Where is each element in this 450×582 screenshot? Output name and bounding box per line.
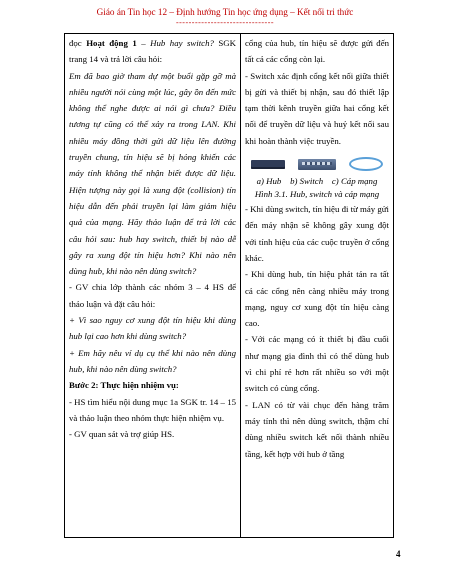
figure-label-switch: b) Switch [290, 176, 324, 187]
answer-p1: cổng của hub, tín hiệu sẽ được gửi đến tất cả các cổng còn lại. [245, 38, 389, 65]
header-divider: ------------------------------- [175, 18, 275, 27]
student-task: - HS tìm hiểu nội dung mục 1a SGK tr. 14 – 15 và thảo luận theo nhóm thực hiện nhiệm vụ. [69, 396, 236, 423]
question-2: + Em hãy nêu ví dụ cụ thể khi nào nên dùng hub, khi nào nên dùng switch? [69, 347, 236, 374]
activity-intro: đọc Hoạt động 1 – Hub hay switch? SGK trang 14 và trả lời câu hỏi: [69, 38, 236, 65]
left-column [65, 34, 241, 538]
answer-p6: - LAN có từ vài chục đến hàng trăm máy tính thì nên dùng switch, thậm chí dùng nhiều switch kết nối thành nhiều tầng, kết hợp với hub ở tầng [245, 399, 389, 459]
answer-p3: - Khi dùng switch, tín hiệu đi từ máy gửi đến máy nhận sẽ không gây xung đột với tính hiệu của các cuộc truyền ở cổng khác. [245, 204, 389, 263]
switch-image [298, 159, 336, 170]
network-cable-image [349, 157, 383, 171]
page-number: 4 [396, 549, 401, 559]
header-title: Giáo án Tin học 12 – Định hướng Tin học ứng dụng – Kết nối tri thức [96, 7, 354, 17]
figure-images [245, 155, 389, 173]
answer-p4: - Khi dùng hub, tín hiệu phát tán ra tất cả các cổng nên càng nhiều máy trong mạng, nguy cơ xung đột tín hiệu càng cao. [245, 269, 389, 329]
page-header [0, 6, 450, 27]
group-instruction: - GV chia lớp thành các nhóm 3 – 4 HS để thảo luận và đặt câu hỏi: [69, 282, 236, 309]
figure-label-hub: a) Hub [256, 176, 282, 187]
activity-quote: Em đã bao giờ tham dự một buổi gặp gỡ mà nhiều người nói cùng một lúc, gây ồn đến mức không thể nghe được ai nói gì chưa? Điều tương tự cũng có thể xảy ra trong LAN. Khi nhiều máy đồng thời gửi dữ liệu lên đường truyền chung, tín hiệu sẽ bị hỏng khiến các máy tính không thể nhận biết được dữ liệu. Hiện tượng này gọi là xung đột (collision) tín hiệu dẫn đến phải truyền lại làm giảm hiệu quả của mạng. Hãy thảo luận để trả lời các câu hỏi sau: hub hay switch, thiết bị nào dễ gây ra xung đột tín hiệu hơn? Khi nào nên dùng hub, khi nào nên dùng switch? [69, 70, 236, 277]
answer-p2: - Switch xác định cổng kết nối giữa thiết bị gửi và thiết bị nhận, sau đó thiết lập tạm thời kênh truyền giữa hai cổng kết nối để truyền dữ liệu và huỷ kết nối sau khi hoàn thành việc truyền. [245, 70, 389, 146]
step-2-heading: Bước 2: Thực hiện nhiệm vụ: [69, 380, 179, 391]
figure-caption: Hình 3.1. Hub, switch và cáp mạng [254, 189, 380, 200]
hub-image [251, 160, 285, 169]
figure-label-cable: c) Cáp mạng [331, 176, 378, 187]
right-column [241, 34, 394, 538]
figure-labels [245, 175, 389, 188]
question-1: + Vì sao nguy cơ xung đột tín hiệu khi dùng hub lại cao hơn khi dùng switch? [69, 315, 236, 342]
answer-p5: - Với các mạng có ít thiết bị đầu cuối như mạng gia đình thì có thể dùng hub vì chi phí rẻ hơn rất nhiều so với một switch có cùng cổng. [245, 334, 389, 394]
teacher-task: - GV quan sát và trợ giúp HS. [69, 429, 175, 440]
lesson-table [64, 33, 394, 538]
